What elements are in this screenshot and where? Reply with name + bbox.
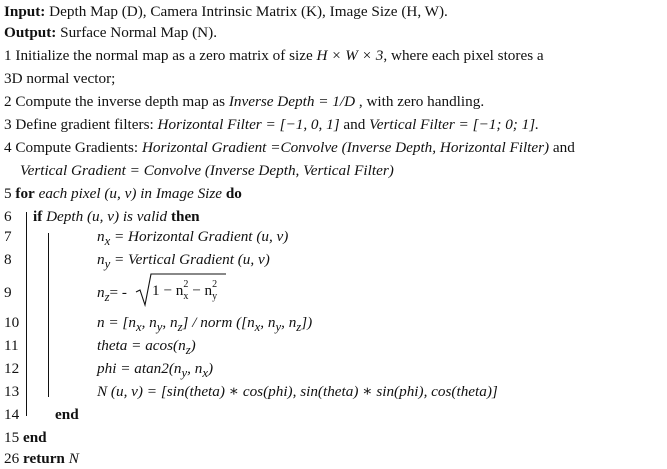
line-9 xyxy=(97,283,127,307)
step-1-text-end: , where each pixel stores a xyxy=(383,47,544,64)
phi-close: ) xyxy=(207,360,213,377)
theta-close: ) xyxy=(190,337,196,354)
theta-assign: theta = acos(n xyxy=(97,337,186,354)
l10-sub: x xyxy=(254,320,261,335)
line-15 xyxy=(4,428,47,448)
return-value: N xyxy=(68,450,79,467)
step-1-text: 1 Initialize the normal map as a zero matrix of size xyxy=(4,47,317,64)
l10-part: , n xyxy=(141,314,157,331)
step-3-text: 3 Define gradient filters: xyxy=(4,116,158,133)
step-4-and: and xyxy=(549,139,575,156)
line-7 xyxy=(97,227,288,251)
step-3-vfilter: Vertical Filter = [−1; 0; 1]. xyxy=(369,116,539,133)
input-line xyxy=(4,2,448,22)
step-1-text-cont: 3D normal vector; xyxy=(4,70,116,87)
line-number-12: 12 xyxy=(4,360,20,377)
nx-symbol: n xyxy=(97,228,105,245)
for-block-line xyxy=(26,212,27,416)
l10-sub: y xyxy=(156,320,163,335)
line-5 xyxy=(4,184,242,204)
step-2-line xyxy=(4,92,484,112)
output-text: Surface Normal Map (N). xyxy=(56,24,218,41)
nz-eq: = - xyxy=(109,284,127,301)
line-number-8: 8 xyxy=(4,251,12,268)
l10-part: , n xyxy=(162,314,178,331)
end-if-keyword: end xyxy=(55,406,79,423)
theta-sub: z xyxy=(185,343,191,358)
line-11 xyxy=(97,336,196,360)
line-26 xyxy=(4,449,79,469)
return-keyword: return xyxy=(22,450,65,467)
l10-sub: x xyxy=(135,320,142,335)
phi-sub: y xyxy=(181,366,188,381)
step-1-size: H × W × 3 xyxy=(316,47,384,64)
l10-sub: z xyxy=(177,320,183,335)
nx-sub: x xyxy=(104,234,111,249)
if-keyword: if xyxy=(33,208,43,225)
output-label: Output: xyxy=(4,24,57,41)
phi-sub: x xyxy=(202,366,208,381)
step-3-line xyxy=(4,115,539,135)
step-4-vgrad: Vertical Gradient = Convolve (Inverse Depth, Vertical Filter) xyxy=(20,162,394,179)
line-14 xyxy=(55,405,79,425)
line-number-7: 7 xyxy=(4,228,12,245)
input-text: Depth Map (D), Camera Intrinsic Matrix (K), Image Size (H, W). xyxy=(45,3,448,20)
output-line xyxy=(4,23,217,43)
line-number: 5 xyxy=(4,185,12,202)
step-2-text: 2 Compute the inverse depth map as xyxy=(4,93,229,110)
line-6 xyxy=(33,207,200,227)
phi-part: , n xyxy=(187,360,203,377)
end-for-keyword: end xyxy=(22,429,47,446)
ny-symbol: n xyxy=(97,251,105,268)
l10-part: ] / norm ([n xyxy=(182,314,255,331)
if-block-line xyxy=(48,233,49,397)
phi-assign: phi = atan2(n xyxy=(97,360,182,377)
for-keyword: for xyxy=(15,185,35,202)
line-12 xyxy=(97,359,213,383)
step-4-line-b xyxy=(20,161,394,181)
line-number-13: 13 xyxy=(4,383,20,400)
l10-part: n = [n xyxy=(97,314,136,331)
nx-assign: = Horizontal Gradient (u, v) xyxy=(110,228,289,245)
l10-part: , n xyxy=(260,314,276,331)
ny-assign: = Vertical Gradient (u, v) xyxy=(110,251,270,268)
step-1-line-b xyxy=(4,69,115,89)
line-13 xyxy=(97,382,498,402)
normal-assign: N (u, v) = [sin(theta) ∗ cos(phi), sin(theta) ∗ sin(phi), cos(theta)] xyxy=(97,383,498,400)
step-2-formula: Inverse Depth = 1/D xyxy=(228,93,356,110)
sqrt-one-minus: 1 − n xyxy=(152,282,184,299)
line-number-6: 6 xyxy=(4,208,12,225)
then-keyword: then xyxy=(170,208,200,225)
step-4-hgrad: Horizontal Gradient =Convolve (Inverse Depth, Horizontal Filter) xyxy=(141,139,550,156)
l10-sub: y xyxy=(275,320,282,335)
ny-squared: 2 xyxy=(212,279,218,290)
step-1-line-a xyxy=(4,46,544,66)
sqrt-minus: − n xyxy=(188,282,213,299)
nx-squared: 2 xyxy=(183,279,189,290)
line-10 xyxy=(97,313,312,337)
l10-sub: z xyxy=(296,320,302,335)
input-label: Input: xyxy=(4,3,46,20)
do-keyword: do xyxy=(225,185,242,202)
line-number: 15 xyxy=(4,429,20,446)
line-number-10: 10 xyxy=(4,314,20,331)
nx-sub-sqrt: x xyxy=(183,291,189,303)
step-3-and: and xyxy=(339,116,370,133)
step-3-hfilter: Horizontal Filter = [−1, 0, 1] xyxy=(157,116,340,133)
nz-sub: z xyxy=(104,290,110,305)
l10-part: ]) xyxy=(301,314,313,331)
line-number-9: 9 xyxy=(4,284,12,301)
line-number-11: 11 xyxy=(4,337,19,354)
step-4-line-a xyxy=(4,138,575,158)
l10-part: , n xyxy=(281,314,297,331)
step-4-text: 4 Compute Gradients: xyxy=(4,139,142,156)
line-8 xyxy=(97,250,270,274)
ny-sub: y xyxy=(104,257,111,272)
if-condition: Depth (u, v) is valid xyxy=(42,208,171,225)
ny-sub-sqrt: y xyxy=(212,291,218,303)
for-text: each pixel (u, v) in Image Size xyxy=(34,185,226,202)
line-number: 26 xyxy=(4,450,20,467)
sqrt-content xyxy=(152,281,217,307)
line-number-14: 14 xyxy=(4,406,20,423)
step-2-text-end: , with zero handling. xyxy=(355,93,485,110)
nz-symbol: n xyxy=(97,284,105,301)
